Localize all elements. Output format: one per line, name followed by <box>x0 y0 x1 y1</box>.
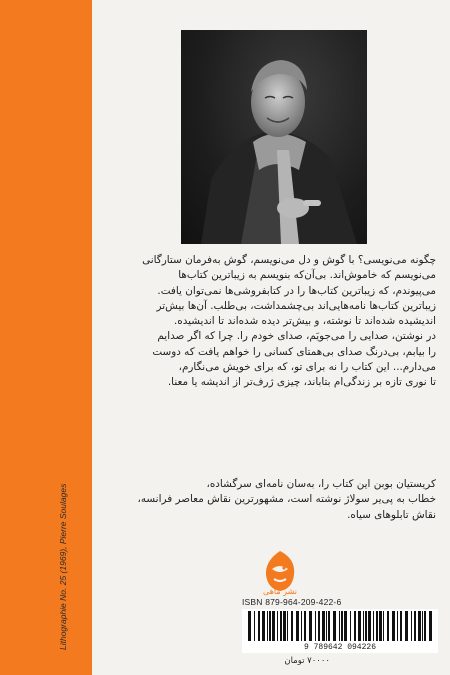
barcode-bar <box>341 611 343 641</box>
barcode-bar <box>422 611 423 641</box>
barcode-bar <box>333 611 336 641</box>
credit-line: خطاب به پی‌یر سولاژ نوشته است، مشهورترین نقاش معاصر فرانسه، <box>137 493 436 506</box>
barcode-digits: 9 789642 094226 <box>242 643 438 653</box>
barcode-bar <box>365 611 367 641</box>
barcode-bar <box>418 611 421 641</box>
barcode-bar <box>248 611 251 641</box>
barcode-bar <box>373 611 374 641</box>
blurb-text <box>110 253 436 391</box>
blurb-line: زیباترین کتاب‌ها نامه‌هایی‌اند بی‌چشمداشت، بی‌طلب. آن‌ها بیش‌تر <box>156 299 436 312</box>
publisher-name: نشر ماهی <box>263 587 297 596</box>
barcode-bar <box>272 611 275 641</box>
barcode-bar <box>387 611 389 641</box>
barcode-bar <box>411 611 412 641</box>
barcode-bar <box>322 611 325 641</box>
credit-line: کریستیان بوبن این کتاب را، به‌سان نامه‌ای سرگشاده، <box>206 478 436 490</box>
blurb-line: می‌دارم... این کتاب را نه برای تو، که برای خویش می‌نگارم، <box>178 361 436 374</box>
blurb-line: می‌نویسم که خاموش‌اند. بی‌آن‌که بنویسم به زیباترین کتاب‌ها <box>178 269 436 282</box>
barcode-bar <box>368 611 371 641</box>
blurb-line: چگونه می‌نویسی؟ با گوش و دل می‌نویسم، گوش به‌فرمان ستارگانی <box>142 254 436 266</box>
barcode-bar <box>258 611 260 641</box>
blurb-line: در نوشتن، صدایی را می‌جویَم، صدای خودم را. چرا که اگر صدایم <box>157 330 436 343</box>
barcode-bar <box>414 611 416 641</box>
barcode-bar <box>267 611 268 641</box>
price-label: ۷۰۰۰۰ تومان <box>284 656 330 666</box>
barcode-bar <box>291 611 293 641</box>
isbn-number: ISBN 879-964-209-422-6 <box>242 597 342 607</box>
barcode-bar <box>344 611 347 641</box>
blurb-line: اندیشیده شده‌اند تا نوشته، و بیش‌تر دیده شده‌اند تا اندیشیده. <box>173 315 436 328</box>
blurb-line: می‌پیوندم، که زیباترین کتاب‌ها را در کتابفروشی‌ها نمی‌توان یافت. <box>157 284 436 297</box>
barcode-bar <box>392 611 395 641</box>
credit-line: نقاش تابلوهای سیاه. <box>347 508 436 521</box>
author-portrait-photo <box>181 30 367 244</box>
barcode-icon <box>242 609 438 643</box>
barcode-bar <box>315 611 316 641</box>
barcode-bar <box>429 611 432 641</box>
barcode-bar <box>405 611 408 641</box>
orange-side-band <box>0 0 92 675</box>
barcode <box>242 609 438 643</box>
barcode-bar <box>328 611 330 641</box>
barcode-bar <box>301 611 302 641</box>
author-portrait-icon <box>181 30 367 244</box>
barcode-bar <box>400 611 402 641</box>
barcode-bar <box>254 611 255 641</box>
barcode-bar <box>397 611 398 641</box>
barcode-bar <box>277 611 278 641</box>
barcode-bar <box>304 611 306 641</box>
barcode-bar <box>354 611 356 641</box>
barcode-bar <box>296 611 299 641</box>
barcode-bar <box>424 611 426 641</box>
blurb-line: تا نوری تازه بر زندگی‌ام بتاباند، چیزی ژرف‌تر از اندیشه یا معنا. <box>167 376 436 389</box>
barcode-bar <box>280 611 282 641</box>
blurb-line: را بیابم، بی‌درنگ صدای بی‌همتای کسانی را خواهم یافت که دوست <box>152 345 436 358</box>
barcode-bar <box>283 611 286 641</box>
barcode-bar <box>269 611 271 641</box>
artwork-credit-caption: Lithographie No. 25 (1969), Pierre Soulages <box>58 483 68 650</box>
barcode-bar <box>383 611 384 641</box>
barcode-bar <box>350 611 351 641</box>
barcode-bar <box>339 611 340 641</box>
barcode-bar <box>287 611 288 641</box>
barcode-bar <box>376 611 378 641</box>
barcode-bar <box>318 611 320 641</box>
barcode-bar <box>379 611 382 641</box>
barcode-bar <box>309 611 312 641</box>
barcode-bar <box>326 611 327 641</box>
barcode-bar <box>358 611 361 641</box>
author-credit-note <box>110 477 436 523</box>
barcode-bar <box>363 611 364 641</box>
barcode-bar <box>262 611 265 641</box>
